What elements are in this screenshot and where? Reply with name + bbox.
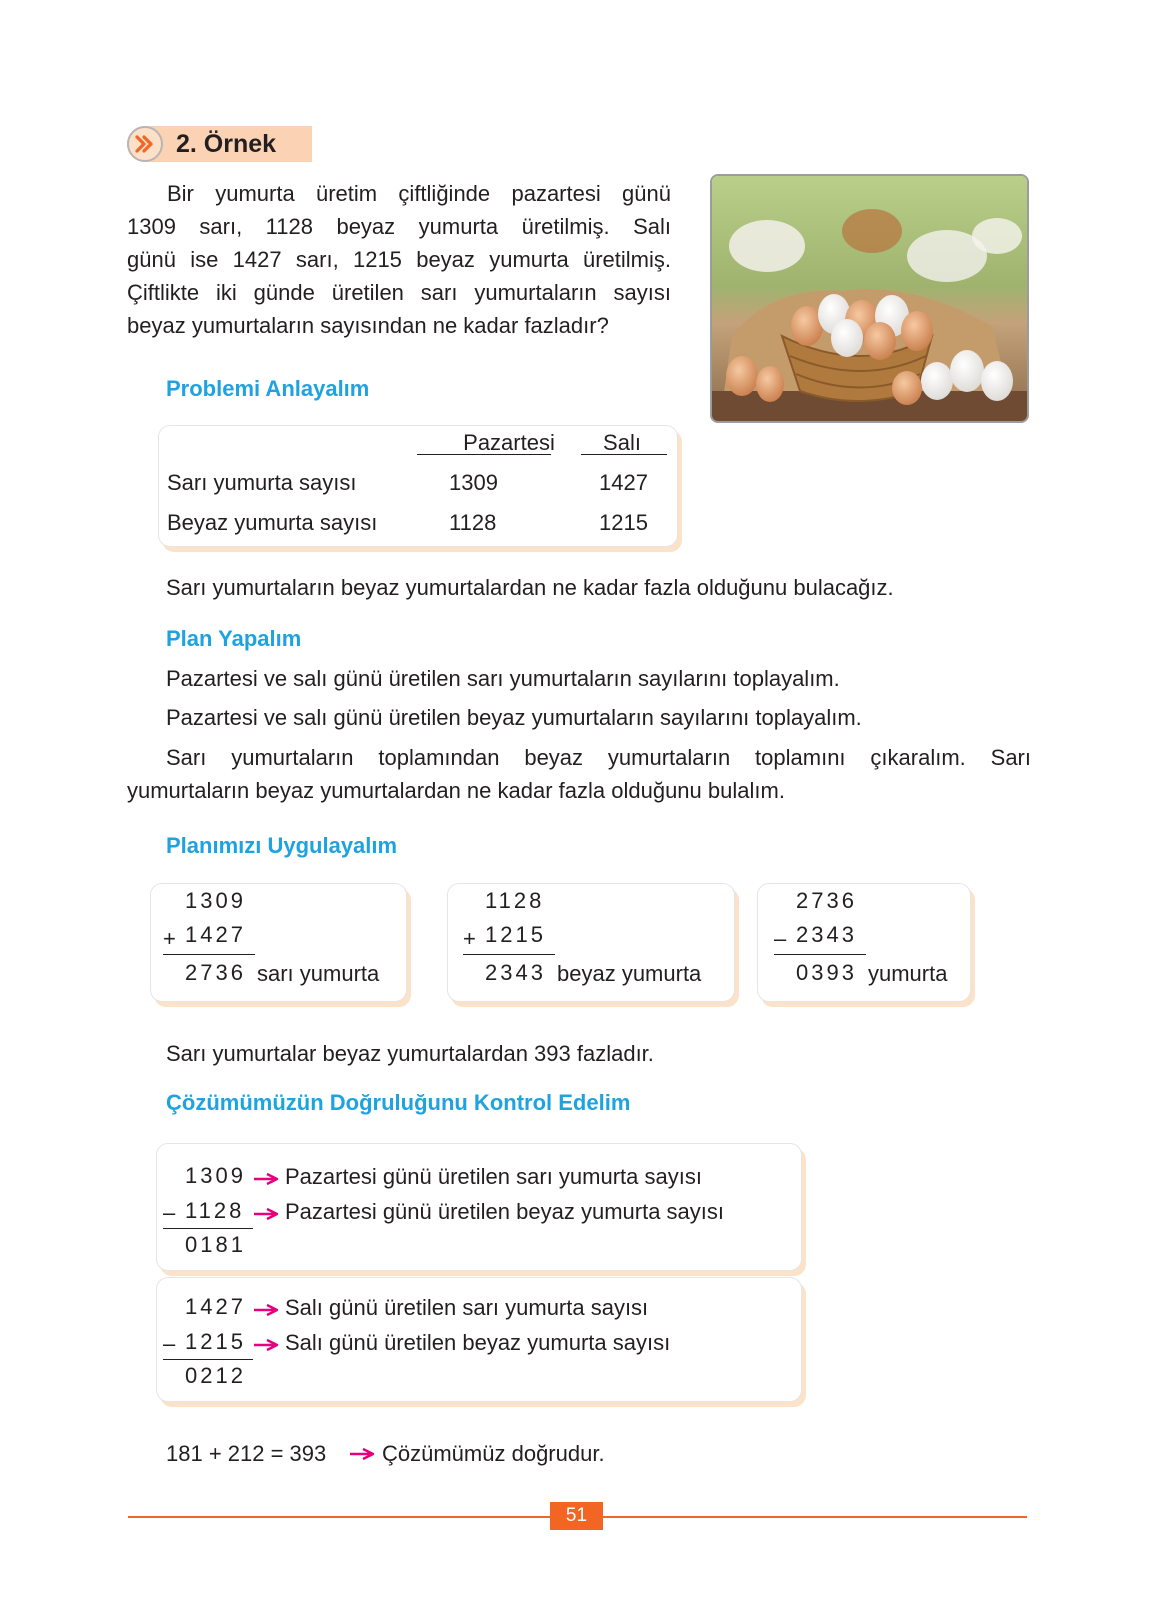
addition-box-yellow: [150, 883, 407, 1002]
table-cell: 1309: [449, 470, 498, 495]
data-table: [158, 425, 678, 547]
arrow-right-icon: [253, 1172, 279, 1186]
header-underline: [417, 454, 551, 455]
plan-line: yumurtaların beyaz yumurtalardan ne kadar fazla olduğunu bulalım.: [127, 778, 785, 803]
plan-line: Pazartesi ve salı günü üretilen sarı yumurtaların sayılarını toplayalım.: [166, 666, 840, 691]
arrow-right-icon: [253, 1207, 279, 1221]
table-row-label: Sarı yumurta sayısı: [167, 470, 357, 495]
goal-text: Sarı yumurtaların beyaz yumurtalardan ne kadar fazla olduğunu bulacağız.: [166, 575, 894, 600]
operand: 2343: [796, 922, 857, 947]
problem-line: Bir yumurta üretim çiftliğinde pazartesi günü: [167, 181, 671, 206]
addition-box-white: [447, 883, 735, 1002]
operand: 1215: [185, 1329, 246, 1354]
plan-line: Pazartesi ve salı günü üretilen beyaz yumurtaların sayılarını toplayalım.: [166, 705, 862, 730]
table-cell: 1215: [599, 510, 648, 535]
operand: 1427: [185, 922, 246, 947]
operand: 1128: [185, 1198, 245, 1223]
operand-description: Pazartesi günü üretilen beyaz yumurta sayısı: [285, 1199, 725, 1224]
check-box-tuesday: [156, 1277, 802, 1402]
operand-description: Pazartesi günü üretilen sarı yumurta sayısı: [285, 1164, 702, 1189]
table-cell: 1427: [599, 470, 648, 495]
apply-heading: Planımızı Uygulayalım: [166, 833, 398, 858]
example-title: 2. Örnek: [176, 130, 277, 158]
eggs-basket-photo: [710, 174, 1029, 423]
result-line: [163, 954, 255, 955]
arrow-right-icon: [253, 1338, 279, 1352]
plan-line: Sarı yumurtaların toplamından beyaz yumurtaların toplamını çıkaralım. Sarı: [166, 745, 1031, 770]
arrow-right-icon: [253, 1303, 279, 1317]
table-cell: 1128: [449, 510, 497, 535]
problem-line: beyaz yumurtaların sayısından ne kadar fazladır?: [127, 313, 609, 338]
header-underline: [581, 454, 667, 455]
operand-description: Salı günü üretilen sarı yumurta sayısı: [285, 1295, 649, 1320]
operand-description: Salı günü üretilen beyaz yumurta sayısı: [285, 1330, 671, 1355]
table-header-sali: Salı: [603, 430, 641, 455]
arrow-right-icon: [349, 1447, 375, 1461]
operand: 2736: [796, 888, 857, 913]
minus-sign: –: [163, 1331, 176, 1356]
footer-line-left: [128, 1516, 550, 1518]
final-text: Çözümümüz doğrudur.: [382, 1441, 605, 1466]
result-unit: beyaz yumurta: [557, 961, 702, 986]
result: 2343: [485, 960, 546, 985]
operand: 1128: [485, 888, 545, 913]
result: 0212: [185, 1363, 246, 1388]
operand: 1309: [185, 1163, 246, 1188]
problem-line: günü ise 1427 sarı, 1215 beyaz yumurta üretilmiş.: [127, 247, 671, 272]
check-box-monday: [156, 1143, 802, 1271]
page-number: 51: [550, 1502, 603, 1530]
result: 0181: [185, 1232, 246, 1257]
result-line: [774, 954, 866, 955]
result-unit: sarı yumurta: [257, 961, 380, 986]
problem-line: 1309 sarı, 1128 beyaz yumurta üretilmiş. Salı: [127, 214, 671, 239]
table-header-pazartesi: Pazartesi: [463, 430, 555, 455]
operand: 1309: [185, 888, 246, 913]
subtraction-box: [757, 883, 971, 1002]
problem-line: Çiftlikte iki günde üretilen sarı yumurtaların sayısı: [127, 280, 671, 305]
operand: 1427: [185, 1294, 246, 1319]
operand: 1215: [485, 922, 546, 947]
result-line: [163, 1359, 253, 1360]
check-heading: Çözümümüzün Doğruluğunu Kontrol Edelim: [166, 1090, 631, 1115]
result: 0393: [796, 960, 857, 985]
result-unit: yumurta: [868, 961, 948, 986]
final-equation: 181 + 212 = 393: [166, 1441, 327, 1466]
understand-heading: Problemi Anlayalım: [166, 376, 370, 401]
double-chevron-right-icon: [127, 126, 163, 162]
footer-line-right: [603, 1516, 1027, 1518]
minus-sign: –: [774, 926, 787, 951]
result-line: [463, 954, 555, 955]
result: 2736: [185, 960, 246, 985]
plus-sign: +: [463, 926, 476, 951]
conclusion-text: Sarı yumurtalar beyaz yumurtalardan 393 fazladır.: [166, 1041, 654, 1066]
minus-sign: –: [163, 1200, 176, 1225]
table-row-label: Beyaz yumurta sayısı: [167, 510, 378, 535]
plan-heading: Plan Yapalım: [166, 626, 302, 651]
plus-sign: +: [163, 926, 176, 951]
result-line: [163, 1228, 253, 1229]
